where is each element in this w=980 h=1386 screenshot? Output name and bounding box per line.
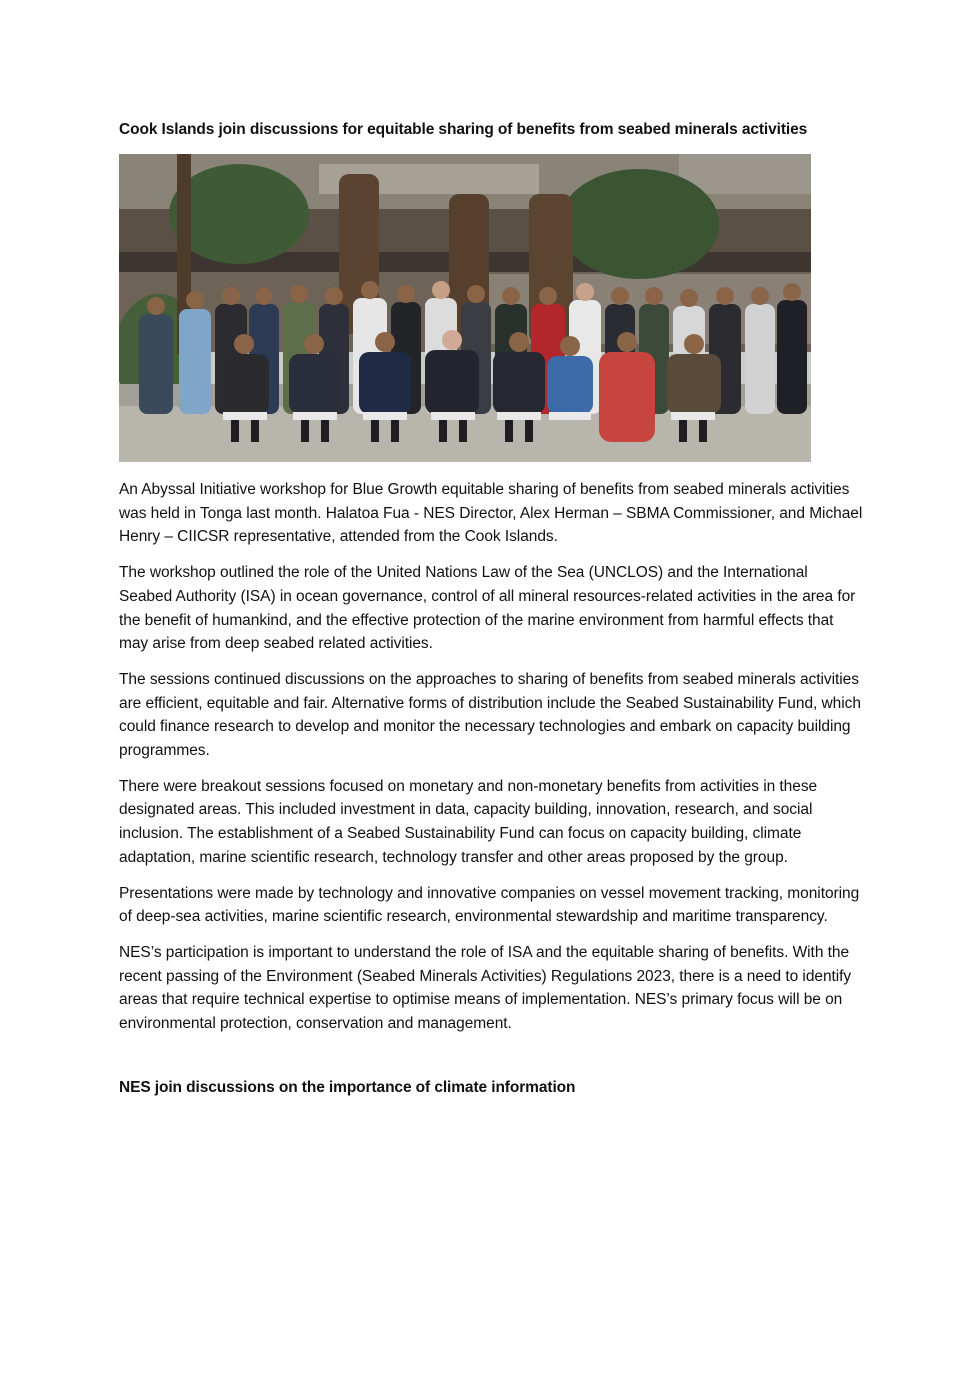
paragraph: NES’s participation is important to understand the role of ISA and the equitable sharing of benefits. With the recent passing of the Environment (Seabed Minerals Activities) Regulations 2023, there is a need to identify areas that require technical expertise to optimise means of implementation. NES’s primary focus will be on environmental protection, conservation and management.	[119, 943, 852, 1033]
second-article-title: NES join discussions on the importance of climate information	[119, 1078, 576, 1096]
page-content	[119, 118, 864, 1100]
paragraph: There were breakout sessions focused on monetary and non-monetary benefits from activities in these designated areas. This included investment in data, capacity building, innovation, research, and social inclusion. The establishment of a Seabed Sustainability Fund can focus on capacity building, climate adaptation, marine scientific research, technology transfer and other areas proposed by the group.	[119, 777, 818, 866]
paragraph: Presentations were made by technology and innovative companies on vessel movement tracking, monitoring of deep-sea activities, marine scientific research, environmental stewardship and maritime transparency.	[119, 884, 860, 926]
article-title: Cook Islands join discussions for equitable sharing of benefits from seabed minerals activities	[119, 121, 808, 138]
article-body	[119, 478, 864, 1036]
group-photo	[119, 154, 811, 462]
paragraph: The sessions continued discussions on the approaches to sharing of benefits from seabed minerals activities are efficient, equitable and fair. Alternative forms of distribution include the Seabed Sustainability Fund, which could finance research to develop and monitor the necessary technologies and embark on capacity building programmes.	[119, 670, 861, 760]
paragraph: An Abyssal Initiative workshop for Blue Growth equitable sharing of benefits from seabed minerals activities was held in Tonga last month. Halatoa Fua - NES Director, Alex Herman – SBMA Commissioner, and Michael Henry – CIICSR representative, attended from the Cook Islands.	[119, 481, 863, 546]
paragraph: The workshop outlined the role of the United Nations Law of the Sea (UNCLOS) and the International Seabed Authority (ISA) in ocean governance, control of all mineral resources-related activities in the area for the benefit of humankind, and the effective protection of the marine environment from harmful effects that may arise from deep seabed related activities.	[119, 564, 856, 653]
